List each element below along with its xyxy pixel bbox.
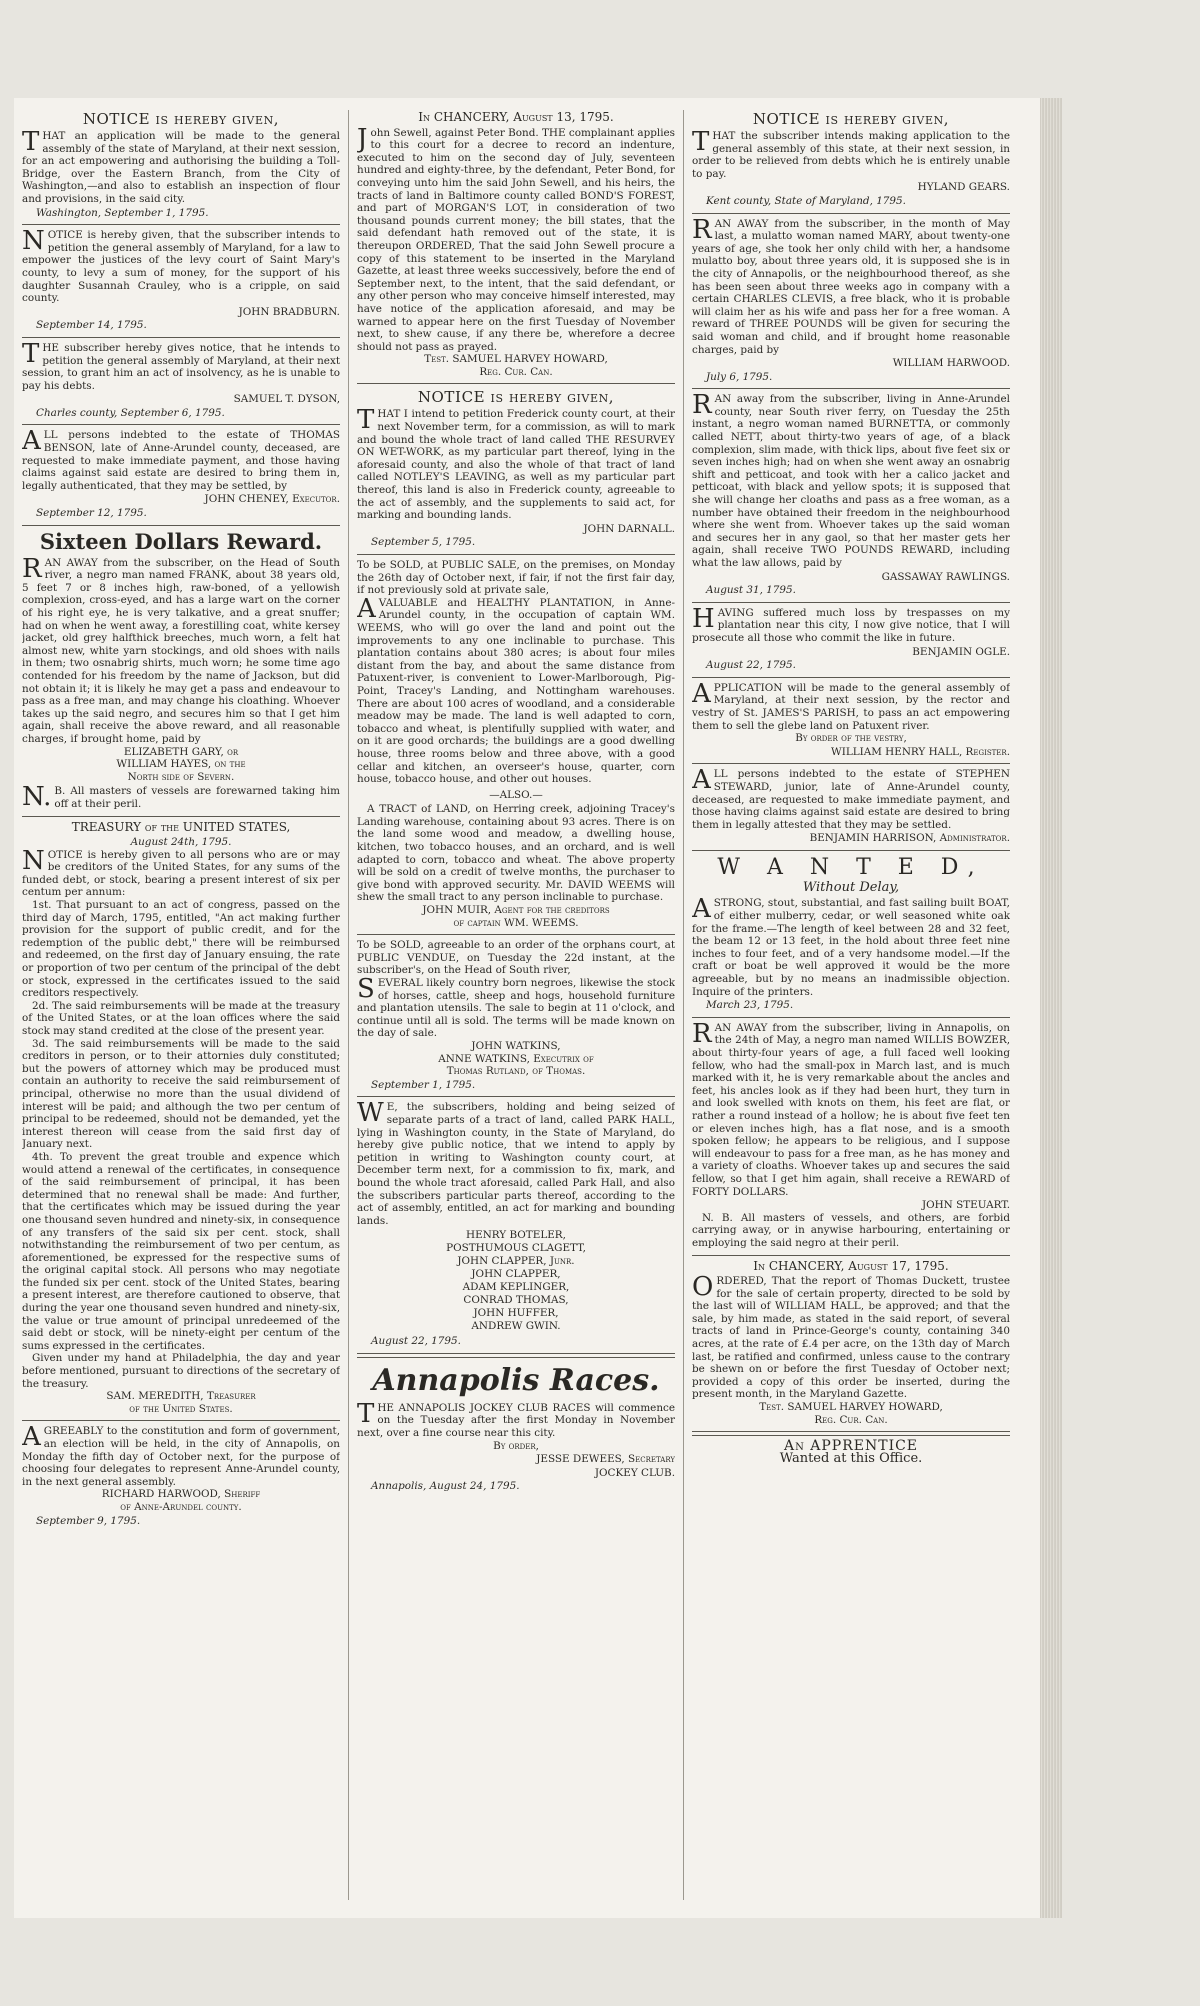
ad-date: Kent county, State of Maryland, 1795.	[706, 194, 906, 207]
ad-date: September 14, 1795.	[36, 319, 147, 332]
ad-text: THAT an application will be made to the general assembly of the state of Maryland, at their next session, for an act empowering and authorising the building a Toll-Bridge, over the Eastern Branch, from the City of Washington,—and also to establish an inspection of flour and provisions, in the said city.	[22, 127, 340, 205]
ad-signature: JOHN BRADBURN.	[238, 305, 340, 318]
ad-heading: In CHANCERY, August 13, 1795.	[418, 110, 614, 124]
ad-heading: NOTICE is hereby given,	[417, 388, 615, 407]
ad-signature: JOHN CHENEY, Executor.	[204, 493, 340, 506]
divider	[22, 337, 340, 338]
divider	[22, 816, 340, 817]
ad-text: ASTRONG, stout, substantial, and fast sailing built BOAT, of either mulberry, cedar, or well seasoned white oak for the frame.—The length of keel between 28 and 32 feet, the beam 12 or 13 feet, in the hold about three feet nine inches to four feet, and of a very handsome model.—If the craft or boat be well approved it would be the more agreeable, but by no means an inadmissible objection. Inquire of the printers.	[692, 894, 1010, 998]
ad-paragraph: Given under my hand at Philadelphia, the day and year before mentioned, pursuant to directions of the secretary of the treasury.	[22, 1352, 340, 1390]
ad-gears-notice	[692, 110, 1010, 208]
divider	[692, 850, 1010, 851]
ad-st-james-parish	[692, 678, 1010, 759]
ad-name: JOHN CLAPPER,	[471, 1268, 561, 1281]
ad-name: JOHN HUFFER,	[473, 1307, 559, 1320]
ad-signature: Thomas Rutland, of Thomas.	[446, 1065, 586, 1078]
ad-name: POSTHUMOUS CLAGETT,	[446, 1242, 586, 1255]
ad-paragraph: 1st. That pursuant to an act of congress, passed on the third day of March, 1795, entitled, "An act making further provision for the support of public credit, and for the redemption of the public debt," there will be reimbursed and redeemed, on the first day of January ensuing, the rate or proportion of two per centum of the principal of the debt or stock, expressed in the certificates issued to the said creditors respectively.	[22, 899, 340, 1000]
ad-signature: JOHN STEUART.	[921, 1199, 1010, 1212]
ad-signature: Reg. Cur. Can.	[814, 1413, 888, 1426]
ad-runaway-mary	[692, 214, 1010, 384]
ad-text: AGREEABLY to the constitution and form of government, an election will be held, in the city of Annapolis, on Monday the fifth day of October next, for the purpose of choosing four delegates to represent Anne-Arundel county, in the next general assembly.	[22, 1422, 340, 1488]
ad-signature: HYLAND GEARS.	[917, 181, 1010, 194]
ad-election-notice	[22, 1422, 340, 1527]
ad-text: ORDERED, That the report of Thomas Duckett, trustee for the sale of certain property, directed to be sold by the last will of WILLIAM HALL, be approved; and that the sale, by him made, as stated in the said report, of several tracts of land in Prince-George's county, containing 340 acres, at the rate of £.4 per acre, on the 13th day of March last, be ratified and confirmed, unless cause to the contrary be shewn on or before the first Tuesday of October next; provided a copy of this order be inserted, during the present month, in the Maryland Gazette.	[692, 1272, 1010, 1401]
ad-signature: of the United States.	[129, 1402, 233, 1415]
ad-text: John Sewell, against Peter Bond. THE complainant applies to this court for a decree to record an indenture, executed to him on the second day of July, seventeen hundred and eighty-three, by the defendant, Peter Bond, for conveying unto him the said John Sewell, and his heirs, the tracts of land in Baltimore county called BOND'S FOREST, and part of MORGAN'S LOT, in consideration of two thousand pounds current money; the bill states, that the said defendant hath removed out of the state, it is thereupon ORDERED, That the said John Sewell procure a copy of this statement to be inserted in the Maryland Gazette, at least three weeks successively, before the end of September next, to the intent, that the said defendant, or any other person who may conceive himself interested, may have notice of the application aforesaid, and may be warned to appear here on the first Tuesday of November next, to shew cause, if any there be, wherefore a decree should not pass as prayed.	[357, 123, 675, 353]
page-binding-edge	[1040, 98, 1062, 1918]
ad-signature: RICHARD HARWOOD, Sheriff	[101, 1488, 261, 1501]
ad-apprentice-wanted	[692, 1440, 1010, 1465]
ad-signature: Test. SAMUEL HARVEY HOWARD,	[424, 353, 608, 366]
divider	[22, 224, 340, 225]
ad-date: August 24th, 1795.	[130, 836, 232, 849]
ad-bradburn-notice	[22, 226, 340, 332]
ad-darnall-notice	[357, 388, 675, 549]
ad-text: RAN AWAY from the subscriber, on the Head of South river, a negro man named FRANK, about 38 years old, 5 feet 7 or 8 inches high, raw-boned, of a yellowish complexion, cross-eyed, and has a large wart on the corner of his right eye, he is very talkative, and a great snuffer; had on when he went away, a forestilling coat, white kersey jacket, old grey halfthick breeches, much worn, a felt hat almost new, white yarn stockings, and old shoes with nails in them; two osnabrig shirts, much worn; he some time ago contended for his freedom by the name of Jackson, but did not obtain it; it is likely he may get a pass and endeavour to pass as a free man, and may change his cloathing. Whoever takes up the said negro, and secures him so that I get him again, shall receive the above reward, and all reasonable charges, if brought home, paid by	[22, 553, 340, 745]
ad-text: ALL persons indebted to the estate of STEPHEN STEWARD, junior, late of Anne-Arundel county, deceased, are requested to make immediate payment, and those having claims against said estate are desired to bring them in legally attested that they may be settled.	[692, 765, 1010, 831]
ad-signature: WILLIAM HARWOOD.	[892, 357, 1010, 370]
ad-toll-bridge-notice	[22, 110, 340, 219]
column-rule	[348, 110, 349, 1900]
ad-text: THAT I intend to petition Frederick county court, at their next November term, for a commission, as will to mark and bound the whole tract of land called THE RESURVEY ON WET-WORK, as my particular part thereof, lying in the aforesaid county, and also the whole of that tract of land called NOTLEY'S LEAVING, as well as my particular part thereof, this land is also in Frederick county, agreeable to the act of assembly, and the supplements to said act, for marking and bounding lands.	[357, 405, 675, 522]
column-2	[357, 108, 675, 1908]
ad-signature: WILLIAM HENRY HALL, Register.	[831, 745, 1010, 758]
ad-signature: GASSAWAY RAWLINGS.	[881, 570, 1010, 583]
ad-sixteen-dollars-reward	[22, 530, 340, 811]
ad-subheading: Without Delay,	[802, 879, 900, 895]
ad-name: ANDREW GWIN.	[471, 1320, 561, 1333]
divider	[692, 388, 1010, 389]
ad-orphans-court-sale	[357, 939, 675, 1091]
column-rule	[683, 110, 684, 1900]
ad-signature: BENJAMIN HARRISON, Administrator.	[809, 832, 1010, 845]
ad-text: NOTICE is hereby given to all persons who are or may be creditors of the United States, for any sums of the funded debt, or stock, bearing a present interest of six per centum per annum:	[22, 845, 340, 899]
ad-date: Charles county, September 6, 1795.	[36, 406, 225, 419]
divider	[357, 934, 675, 935]
ad-names-list	[357, 1229, 675, 1333]
ad-annapolis-races	[357, 1364, 675, 1493]
ad-signature: JOHN DARNALL.	[583, 522, 675, 535]
ad-byorder: By order of the vestry,	[795, 732, 907, 745]
ad-date: September 1, 1795.	[371, 1078, 476, 1091]
divider	[357, 1096, 675, 1097]
ad-signature: North side of Severn.	[127, 770, 235, 783]
ad-signature: JOHN WATKINS,	[471, 1039, 561, 1052]
ad-text: RAN AWAY from the subscriber, living in Annapolis, on the 24th of May, a negro man named WILLIS BOWZER, about thirty-four years of age, a full faced well looking fellow, who had the small-pox in March last, and is much marked with it, he is very remarkable about the ancles and feet, his ancles look as if they had been hurt, they turn in and look swelled with knots on them, his feet are flat, or rather a round instead of a hollow; he is about five feet ten or eleven inches high, has a flat nose, and is a smooth spoken fellow; he appears to be religious, and I suppose will endeavour to pass for a free man, as he has money and a variety of cloaths. Whoever takes up and secures the said fellow, so that I get him again, shall receive a REWARD of FORTY DOLLARS.	[692, 1018, 1010, 1198]
ad-signature: ELIZABETH GARY, or	[123, 745, 239, 758]
ad-paragraph: 3d. The said reimbursements will be made to the said creditors in person, or to their attornies duly constituted; but the powers of attorney which may be produced must contain an authority to receive the said reimbursement of principal, otherwise no more than the usual dividend of interest will be paid; and although the two per centum of principal to be redeemed, should not be demanded, yet the interest thereon will cease from the said first day of January next.	[22, 1037, 340, 1151]
ad-date: August 22, 1795.	[371, 1335, 461, 1348]
ad-ogle-trespass	[692, 603, 1010, 672]
ad-date: Annapolis, August 24, 1795.	[371, 1480, 520, 1493]
ad-signature: ANNE WATKINS, Executrix of	[438, 1052, 594, 1065]
ad-signature: JOHN MUIR, Agent for the creditors	[422, 904, 610, 917]
ad-date: September 9, 1795.	[36, 1514, 141, 1527]
ad-text: NOTICE is hereby given, that the subscriber intends to petition the general assembly of Maryland, for a law to empower the justices of the levy court of Saint Mary's county, to levy a sum of money, for the support of his daughter Susannah Crauley, who is a cripple, on said county.	[22, 226, 340, 305]
ad-dyson-notice	[22, 338, 340, 420]
ad-text: A TRACT of LAND, on Herring creek, adjoining Tracey's Landing warehouse, containing about 93 acres. There is on the land some wood and meadow, a dwelling house, kitchen, two tobacco houses, and an orchard, and is well adapted to corn, tobacco and wheat. The above property will be sold on a credit of twelve months, the purchaser to give bond with approved security. Mr. DAVID WEEMS will shew the small tract to any person inclinable to purchase.	[357, 803, 675, 904]
ad-subheading: Wanted at this Office.	[779, 1450, 923, 1466]
ad-text: AVALUABLE and HEALTHY PLANTATION, in Anne-Arundel county, in the occupation of captain WM. WEEMS, who will go over the land and point out the improvements to any one inclinable to purchase. This plantation contains about 380 acres; is about four miles distant from the bay, and about the same distance from Patuxent-river, is convenient to Lower-Marlborough, Pig-Point, Tracey's Landing, and Nottingham warehouses. There are about 100 acres of woodland, and a considerable meadow may be made. The land is well adapted to corn, tobacco and wheat, is plentifully supplied with water, and on it are good orchards; the buildings are a good dwelling house, three rooms below and three above, with a good cellar and kitchen, an overseer's house, quarter, corn house, tobacco house, and other out houses.	[357, 593, 675, 786]
ad-signature: SAMUEL T. DYSON,	[233, 393, 340, 406]
ad-signature: WILLIAM HAYES, on the	[116, 758, 246, 771]
divider	[692, 602, 1010, 603]
ad-name: CONRAD THOMAS,	[463, 1294, 569, 1307]
ad-treasury-notice	[22, 821, 340, 1416]
ad-heading: NOTICE is hereby given,	[82, 110, 280, 128]
divider	[692, 1255, 1010, 1256]
newspaper-page	[14, 98, 1054, 1918]
divider	[692, 213, 1010, 214]
column-1	[22, 108, 340, 1908]
ad-text: ALL persons indebted to the estate of THOMAS BENSON, late of Anne-Arundel county, deceased, are requested to make immediate payment, and those having claims against said estate are desired to bring them in, legally authenticated, that they may be settled, by	[22, 426, 340, 492]
ad-heading: NOTICE is hereby given,	[752, 110, 950, 128]
ad-name: ADAM KEPLINGER,	[462, 1281, 570, 1294]
divider	[357, 383, 675, 384]
ad-byorder: By order,	[493, 1439, 539, 1452]
ad-heading: Annapolis Races.	[372, 1362, 660, 1398]
divider	[692, 677, 1010, 678]
divider	[22, 525, 340, 526]
ad-paragraph: 4th. To prevent the great trouble and expence which would attend a renewal of the certificates, in consequence of the said reimbursement of principal, it has been determined that no renewal shall be made: And further, that the certificates which may be issued during the year one thousand seven hundred and ninety-six, in consequence of any transfers of the said six per cent. stock, shall notwithstanding the reimbursement of two per centum, as aforementioned, be expressed for the respective sums of the original capital stock. All persons who may negotiate the funded six per cent. stock of the United States, bearing a present interest, are therefore cautioned to observe, that during the year one thousand seven hundred and ninety-six, the value or true amount of principal unredeemed of the said debt or stock, will be ninety-eight per centum of the sums expressed in the certificates.	[22, 1150, 340, 1352]
ad-signature: SAM. MEREDITH, Treasurer	[106, 1390, 256, 1403]
ad-heading: To be SOLD, agreeable to an order of the orphans court, at PUBLIC VENDUE, on Tuesday the 22d instant, at the subscriber's, on the Head of South river,	[357, 939, 675, 977]
divider	[22, 1420, 340, 1421]
ad-chancery-sewell	[357, 111, 675, 378]
ad-benson-estate	[22, 426, 340, 520]
divider	[692, 763, 1010, 764]
ad-runaway-burnetta	[692, 390, 1010, 597]
ad-date: August 22, 1795.	[706, 659, 796, 672]
divider	[692, 1017, 1010, 1018]
ad-chancery-hall	[692, 1260, 1010, 1427]
ad-heading: TREASURY of the UNITED STATES,	[71, 819, 291, 834]
ad-heading: W A N T E D,	[717, 854, 985, 880]
divider	[357, 1353, 675, 1358]
ad-text: HAVING suffered much loss by trespasses on my plantation near this city, I now give notice, that I will prosecute all those who commit the like in future.	[692, 603, 1010, 644]
ad-text: THAT the subscriber intends making application to the general assembly of this state, at their next session, in order to be relieved from debts which he is entirely unable to pay.	[692, 127, 1010, 180]
ad-text: RAN AWAY from the subscriber, in the month of May last, a mulatto woman named MARY, about twenty-one years of age, she took her only child with her, a handsome mulatto boy, about three years old, it is supposed she is in the city of Annapolis, or the neighbourhood thereof, as she has been seen about three weeks ago in company with a certain CHARLES CLEVIS, a free black, who it is probable will claim her as his wife and pass her for a free woman. A reward of THREE POUNDS will be given for securing the said woman and child, and if brought home reasonable charges, paid by	[692, 214, 1010, 356]
ad-text: SEVERAL likely country born negroes, likewise the stock of horses, cattle, sheep and hogs, household furniture and plantation utensils. The sale to begin at 11 o'clock, and continue until all is sold. The terms will be made known on the day of sale.	[357, 974, 675, 1040]
ad-date: August 31, 1795.	[706, 584, 796, 597]
ad-heading: Sixteen Dollars Reward.	[39, 528, 323, 554]
ad-signature: Test. SAMUEL HARVEY HOWARD,	[759, 1401, 943, 1414]
ad-note: N.B. All masters of vessels are forewarned taking him off at their peril.	[22, 782, 340, 813]
divider	[22, 424, 340, 425]
ad-name: HENRY BOTELER,	[466, 1229, 566, 1242]
column-3	[692, 108, 1010, 1908]
ad-signature: BENJAMIN OGLE.	[912, 645, 1010, 658]
ad-note: N. B. All masters of vessels, and others, are forbid carrying away, or in anywise harbouring, entertaining or employing the said negro at their peril.	[692, 1211, 1010, 1249]
ad-signature: JESSE DEWEES, Secretary	[536, 1453, 675, 1466]
ad-plantation-sale	[357, 559, 675, 929]
ad-signature: JOCKEY CLUB.	[594, 1466, 675, 1479]
ad-steward-estate	[692, 765, 1010, 845]
ad-date: July 6, 1795.	[706, 370, 773, 383]
ad-date: September 12, 1795.	[36, 507, 147, 520]
ad-heading: In CHANCERY, August 17, 1795.	[753, 1258, 949, 1273]
ad-signature: of captain WM. WEEMS.	[453, 916, 579, 929]
ad-park-hall-notice	[357, 1098, 675, 1348]
ad-runaway-bowzer	[692, 1018, 1010, 1250]
ad-also: —ALSO.—	[489, 788, 543, 801]
ad-heading: An APPRENTICE	[783, 1438, 919, 1455]
ad-text: APPLICATION will be made to the general assembly of Maryland, at their next session, by the rector and vestry of St. JAMES'S PARISH, to pass an act empowering them to sell the glebe land on Patuxent river.	[692, 678, 1010, 732]
ad-signature: of Anne-Arundel county.	[120, 1500, 242, 1513]
ad-text: THE subscriber hereby gives notice, that he intends to petition the general assembly of Maryland, at their next session, to grant him an act of insolvency, as he is unable to pay his debts.	[22, 338, 340, 392]
ad-signature: Reg. Cur. Can.	[479, 365, 553, 378]
ad-paragraph: 2d. The said reimbursements will be made at the treasury of the United States, or at the loan offices where the said stock may stand credited at the close of the present year.	[22, 999, 340, 1037]
ad-name: JOHN CLAPPER, Junr.	[457, 1255, 575, 1268]
ad-date: September 5, 1795.	[371, 536, 476, 549]
ad-wanted-boat	[692, 855, 1010, 1012]
ad-text: WE, the subscribers, holding and being seized of separate parts of a tract of land, called PARK HALL, lying in Washington county, in the State of Maryland, do hereby give public notice, that we intend to apply by petition in writing to Washington county court, at December term next, for a commission to fix, mark, and bound the whole tract aforesaid, called Park Hall, and also the subscribers particular parts thereof, according to the act of assembly, entitled, an act for marking and bounding lands.	[357, 1098, 675, 1227]
ad-text: RAN away from the subscriber, living in Anne-Arundel county, near South river ferry, on Tuesday the 25th instant, a negro woman named BURNETTA, or commonly called NETT, about thirty-two years of age, of a black complexion, slim made, with thick lips, about five feet six or seven inches high; had on when she went away an osnabrig shift and petticoat, and took with her a calico jacket and petticoat, with black and yellow spots; it is supposed that she will change her cloaths and pass as a free woman, as a number have obtained their freedom in the neighbourhood where she went from. Whoever takes up the said woman and secures her in any gaol, so that her master gets her again, shall receive TWO POUNDS REWARD, including what the law allows, paid by	[692, 390, 1010, 569]
divider	[692, 1431, 1010, 1436]
ad-date: March 23, 1795.	[706, 999, 794, 1012]
ad-date: Washington, September 1, 1795.	[36, 206, 209, 219]
ad-text: THE ANNAPOLIS JOCKEY CLUB RACES will commence on the Tuesday after the first Monday in November next, over a fine course near this city.	[357, 1398, 675, 1440]
divider	[357, 554, 675, 555]
ad-heading: To be SOLD, at PUBLIC SALE, on the premises, on Monday the 26th day of October next, if fair, if not the first fair day, if not previously sold at private sale,	[357, 559, 675, 597]
